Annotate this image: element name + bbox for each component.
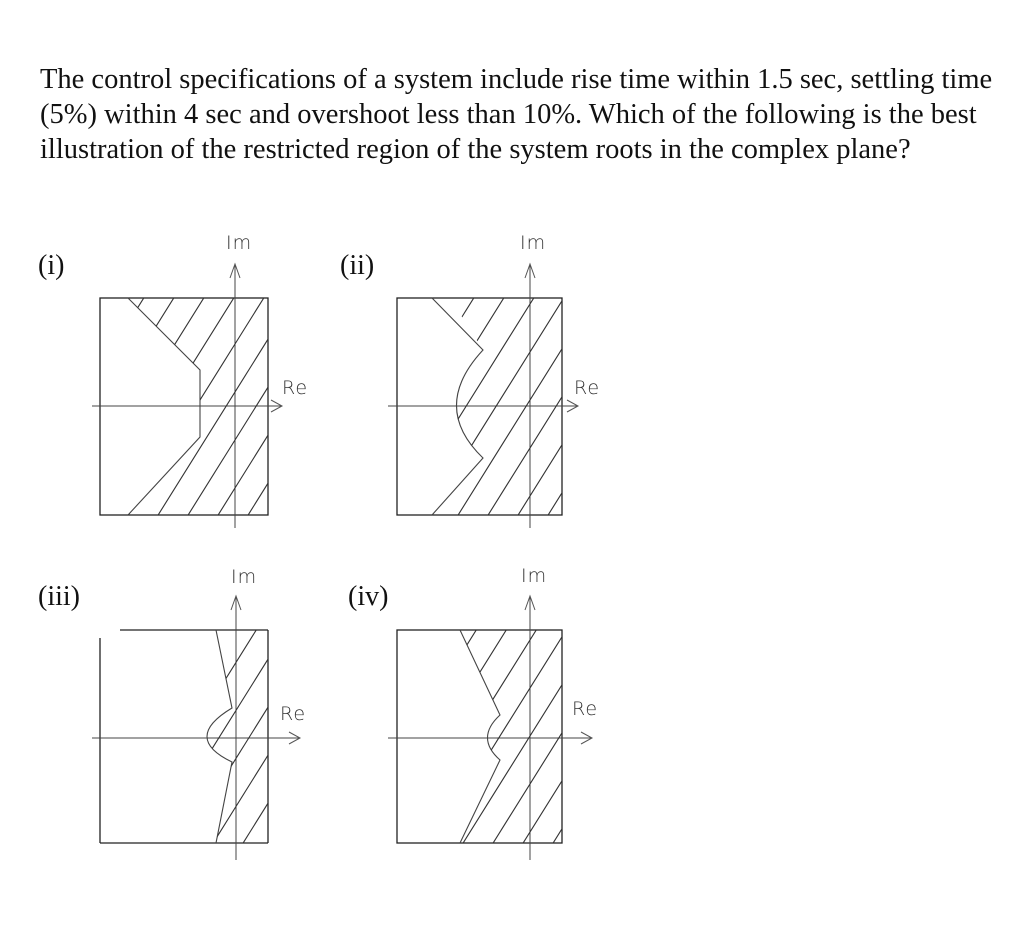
option-label-i: (i)	[38, 250, 65, 281]
im-axis-label-iii: Im	[231, 566, 258, 588]
hatching-ii	[250, 240, 750, 560]
diagram-i	[0, 240, 480, 560]
im-axis-label-ii: Im	[520, 232, 547, 254]
im-axis-label-i: Im	[226, 232, 253, 254]
re-axis-label-i: Re	[282, 377, 309, 399]
option-label-iv: (iv)	[348, 581, 389, 612]
hatching-iv	[320, 560, 760, 880]
re-axis-label-ii: Re	[574, 377, 601, 399]
option-label-ii: (ii)	[340, 250, 375, 281]
region-boundary-iv	[460, 630, 500, 843]
frame-iv	[397, 630, 562, 843]
diagram-ii	[250, 240, 750, 560]
diagram-iv	[320, 560, 760, 880]
hatching-iii	[100, 560, 480, 880]
diagram-iii	[92, 560, 480, 880]
re-axis-label-iv: Re	[572, 698, 599, 720]
question-text: The control specifications of a system include rise time within 1.5 sec, settling time (5%) within 4 sec and overshoot less than 10%. Which of the following is the best illustration of the restricted region of the system roots in the complex plane?	[40, 64, 993, 165]
re-axis-label-iii: Re	[280, 703, 307, 725]
im-axis-label-iv: Im	[521, 565, 548, 587]
option-label-iii: (iii)	[38, 581, 80, 612]
hatching-i	[0, 240, 480, 560]
